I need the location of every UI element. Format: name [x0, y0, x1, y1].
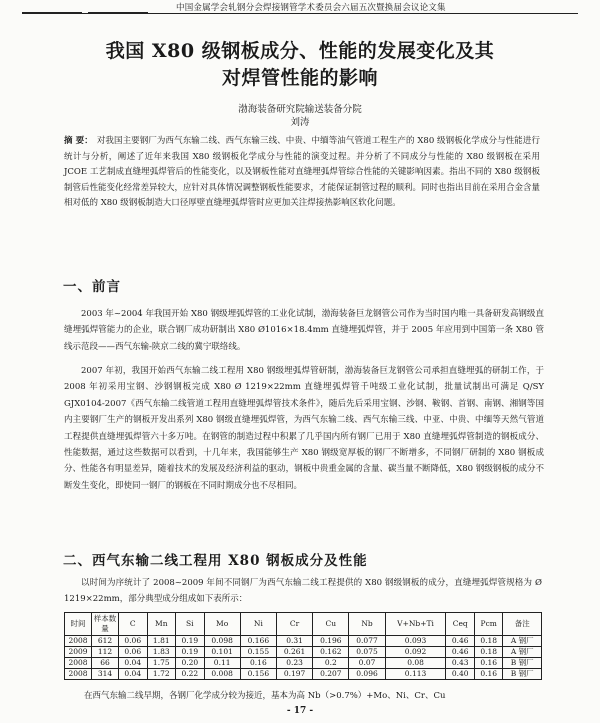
table-cell: 2009 — [65, 647, 92, 658]
table-cell: 0.06 — [119, 636, 148, 647]
col-header: C — [119, 613, 148, 636]
table-cell: 314 — [92, 669, 119, 680]
page-number: - 17 - — [286, 706, 314, 716]
section-2-paragraph-1: 以时间为序统计了 2008~2009 年间不同钢厂为西气东输二线工程提供的 X80 钢级钢板的成分，直缝埋弧焊管规格为 Ø 1219×22mm，部分典型成分组成如下表所示： — [64, 578, 542, 605]
table-cell: 0.092 — [385, 647, 446, 658]
col-header: Ni — [240, 613, 276, 636]
col-header: Mn — [147, 613, 176, 636]
table-cell: 0.07 — [349, 658, 385, 669]
table-cell: 0.08 — [385, 658, 446, 669]
col-header: Mo — [204, 613, 240, 636]
table-cell: 0.16 — [474, 658, 503, 669]
table-cell: 0.20 — [176, 658, 205, 669]
table-cell: 0.43 — [446, 658, 475, 669]
table-row — [65, 647, 542, 658]
table-cell: 0.46 — [446, 647, 475, 658]
table-cell: 612 — [92, 636, 119, 647]
col-header: 时间 — [65, 613, 92, 636]
table-cell: 0.22 — [176, 669, 205, 680]
table-cell: 0.2 — [313, 658, 349, 669]
table-cell: 1.72 — [147, 669, 176, 680]
table-cell: 0.16 — [474, 669, 503, 680]
table-cell: B 钢厂 — [503, 658, 542, 669]
composition-table — [64, 612, 542, 680]
section-1-paragraph-1: 2003 年~2004 年我国开始 X80 钢级埋弧焊管的工业化试制，渤海装备巨龙钢管公司作为当时国内唯一具备研发高钢级直缝埋弧焊管能力的企业，联合钢厂成功研制出 X80 Ø1016×18.4mm 直缝埋弧焊管，并于 2005 年应用到中国第一条 X80 管线示范段——西气东输-陕京二线的冀宁联络线。 — [64, 309, 544, 352]
table-cell: 0.162 — [313, 647, 349, 658]
table-cell: 0.18 — [474, 636, 503, 647]
running-header — [22, 2, 578, 14]
table-cell: 0.261 — [276, 647, 312, 658]
col-header: Ceq — [446, 613, 475, 636]
table-cell: 0.06 — [119, 647, 148, 658]
table-cell: 0.008 — [204, 669, 240, 680]
table-cell: 2008 — [65, 636, 92, 647]
table-row — [65, 669, 542, 680]
table-cell: 0.096 — [349, 669, 385, 680]
table-cell: 0.166 — [240, 636, 276, 647]
col-header: V+Nb+Ti — [385, 613, 446, 636]
table-cell: 0.16 — [240, 658, 276, 669]
table-cell: 1.75 — [147, 658, 176, 669]
table-cell: 0.197 — [276, 669, 312, 680]
table-cell: 0.23 — [276, 658, 312, 669]
section-1-paragraph-2: 2007 年初，我国开始西气东输二线工程用 X80 钢级埋弧焊管研制，渤海装备巨龙钢管公司承担直缝埋弧的研制工作，于 2008 年初采用宝钢、沙钢钢板完成 X80 Ø 1219×22mm 直缝埋弧焊管千吨级工业化试制，批量试制出可满足 Q/SY GJX0104-2007《西气东输二线管道工程用直缝埋弧焊管技术条件》，随后先后采用宝钢、沙钢、鞍钢、首钢、南钢、湘钢等国内主要钢厂生产的钢板开发出系列 X80 钢级直缝埋弧焊管，为西气东输二线、西气东输三线、中亚、中贵、中缅等天然气管道工程提供直缝埋弧焊管六十多万吨。在钢管的制造过程中积累了几乎国内所有钢厂已用于 X80 直缝埋弧焊管制造的钢板成分、性能数据，通过这些数据可以看到，十几年来，我国能够生产 X80 钢级宽厚板的钢厂不断增多，不同钢厂研制的 X80 钢板成分、性能各有明显差异，随着技术的发展及经济利益的驱动，钢板中贵重金属的含量、碳当量不断降低，X80 钢级钢板的成分不断发生变化，即使同一钢厂的钢板在不同时期成分也不尽相同。 — [64, 366, 544, 491]
table-cell: 0.101 — [204, 647, 240, 658]
paper-title — [30, 38, 570, 92]
table-cell: 112 — [92, 647, 119, 658]
col-header: Si — [176, 613, 205, 636]
table-row — [65, 658, 542, 669]
table-cell: 0.46 — [446, 636, 475, 647]
abstract — [64, 134, 540, 212]
table-cell: 0.077 — [349, 636, 385, 647]
col-header: Cr — [276, 613, 312, 636]
table-cell: 1.81 — [147, 636, 176, 647]
running-title: 中国金属学会轧钢分会焊接钢管学术委员会六届五次暨换届会议论文集 — [172, 1, 450, 13]
section-2-continuation: 在西气东输二线早期，各钢厂化学成分较为接近，基本为高 Nb（>0.7%）+Mo、Ni、Cr、Cu — [84, 691, 446, 701]
title-line-2: 对焊管性能的影响 — [221, 67, 378, 89]
affiliation: 渤海装备研究院输送装备分院 — [238, 104, 362, 115]
table-cell: 0.31 — [276, 636, 312, 647]
table-cell: 0.207 — [313, 669, 349, 680]
col-header: Cu — [313, 613, 349, 636]
table-cell: A 钢厂 — [503, 636, 542, 647]
table-cell: 0.18 — [474, 647, 503, 658]
col-header: 备注 — [503, 613, 542, 636]
table-cell: 0.11 — [204, 658, 240, 669]
title-line-1: 我国 X80 级钢板成分、性能的发展变化及其 — [105, 40, 495, 62]
table-cell: 0.04 — [119, 669, 148, 680]
table-cell: B 钢厂 — [503, 669, 542, 680]
table-cell: 0.075 — [349, 647, 385, 658]
col-header: Pcm — [474, 613, 503, 636]
table-cell: 0.093 — [385, 636, 446, 647]
table-row — [65, 636, 542, 647]
col-header: Nb — [349, 613, 385, 636]
table-cell: 66 — [92, 658, 119, 669]
table-cell: 0.40 — [446, 669, 475, 680]
table-cell: 0.113 — [385, 669, 446, 680]
section-2-heading: 二、西气东输二线工程用 X80 钢板成分及性能 — [63, 553, 368, 569]
col-header: 样本数量 — [92, 613, 119, 636]
table-cell: 0.04 — [119, 658, 148, 669]
table-cell: 0.196 — [313, 636, 349, 647]
abstract-label: 摘 要： — [64, 136, 93, 146]
table-cell: 2008 — [65, 658, 92, 669]
table-cell: 0.156 — [240, 669, 276, 680]
table-cell: 0.19 — [176, 636, 205, 647]
table-cell: 0.19 — [176, 647, 205, 658]
abstract-text: 对我国主要钢厂为西气东输二线、西气东输三线、中贵、中缅等油气管道工程生产的 X80 级钢板化学成分与性能进行统计与分析，阐述了近年来我国 X80 级钢板化学成分与性能的演变过程。并分析了不同成分与性能的 X80 级钢板在采用 JCOE 工艺制成直缝埋弧焊管后的性能变化，以及钢板性能对直缝埋弧焊管综合性能的关键影响因素。指出不同的 X80 级钢板制管后性能变化经常差异较大，应针对具体情况调整钢板性能要求，才能保证制管过程的顺利。同时也指出目前在采用合金含量相对低的 X80 级钢板制造大口径厚壁直缝埋弧焊管时应更加关注焊接热影响区软化问题。 — [64, 136, 541, 209]
table-cell: 0.155 — [240, 647, 276, 658]
header-rule — [22, 13, 578, 14]
author: 刘涛 — [290, 117, 310, 128]
table-cell: 1.83 — [147, 647, 176, 658]
table-cell: 2008 — [65, 669, 92, 680]
section-1-heading: 一、前言 — [63, 279, 121, 295]
table-cell: 0.098 — [204, 636, 240, 647]
table-cell: A 钢厂 — [503, 647, 542, 658]
table-header-row — [65, 613, 542, 636]
